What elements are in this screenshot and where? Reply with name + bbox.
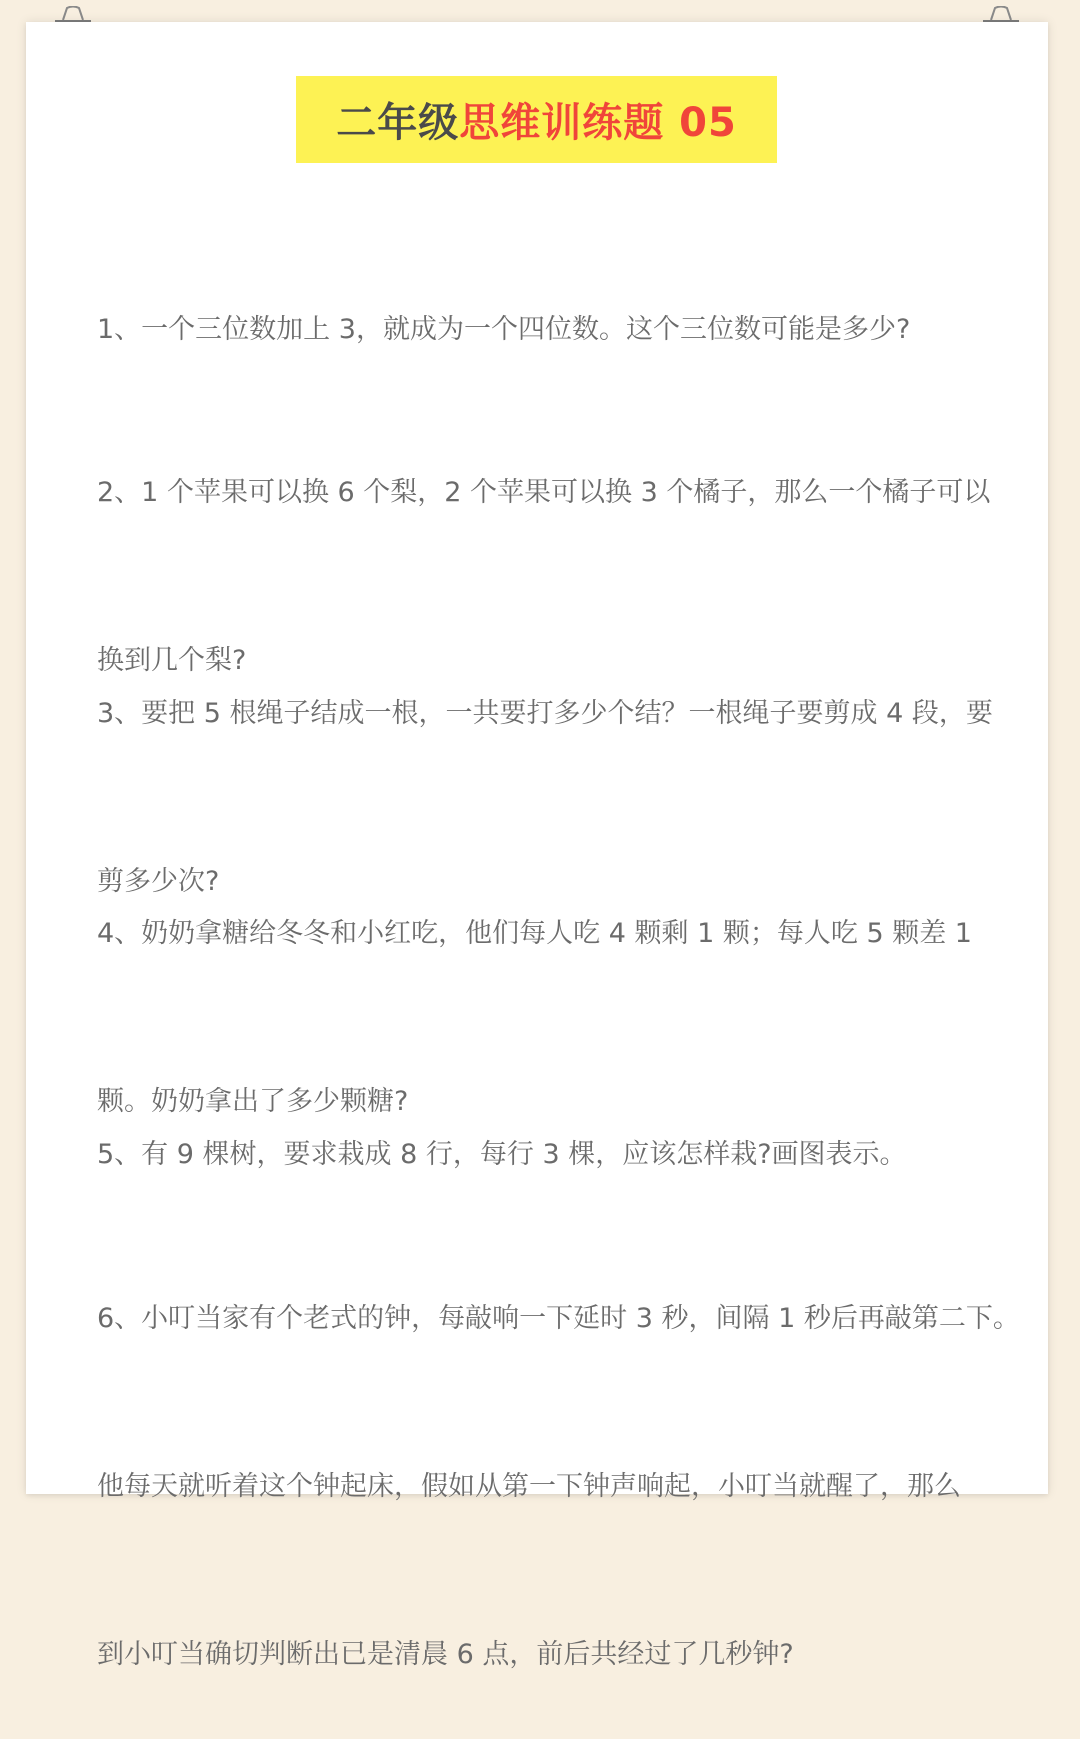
question-line: 到小叮当确切判断出已是清晨 6 点，前后共经过了几秒钟? <box>97 1639 794 1670</box>
question-line: 3、要把 5 根绳子结成一根，一共要打多少个结？一根绳子要剪成 4 段，要 <box>97 698 993 729</box>
title-subject: 思维训练题 05 <box>459 100 737 146</box>
title-banner <box>296 76 777 163</box>
question-line: 他每天就听着这个钟起床，假如从第一下钟声响起，小叮当就醒了，那么 <box>97 1471 961 1502</box>
question-6 <box>97 1179 1020 1739</box>
question-line: 颗。奶奶拿出了多少颗糖? <box>97 1086 409 1117</box>
question-line: 6、小叮当家有个老式的钟，每敲响一下延时 3 秒，间隔 1 秒后再敲第二下。 <box>97 1303 1020 1334</box>
question-line: 4、奶奶拿糖给冬冬和小红吃，他们每人吃 4 颗剩 1 颗；每人吃 5 颗差 1 <box>97 918 972 949</box>
title-grade: 二年级 <box>336 100 460 146</box>
question-line: 1、一个三位数加上 3，就成为一个四位数。这个三位数可能是多少? <box>97 314 911 345</box>
question-line: 换到几个梨? <box>97 645 247 676</box>
page-title <box>336 91 737 148</box>
question-line: 剪多少次? <box>97 866 220 897</box>
question-line: 5、有 9 棵树，要求栽成 8 行，每行 3 棵，应该怎样栽?画图表示。 <box>97 1139 907 1170</box>
question-line: 2、1 个苹果可以换 6 个梨，2 个苹果可以换 3 个橘子，那么一个橘子可以 <box>97 477 991 508</box>
